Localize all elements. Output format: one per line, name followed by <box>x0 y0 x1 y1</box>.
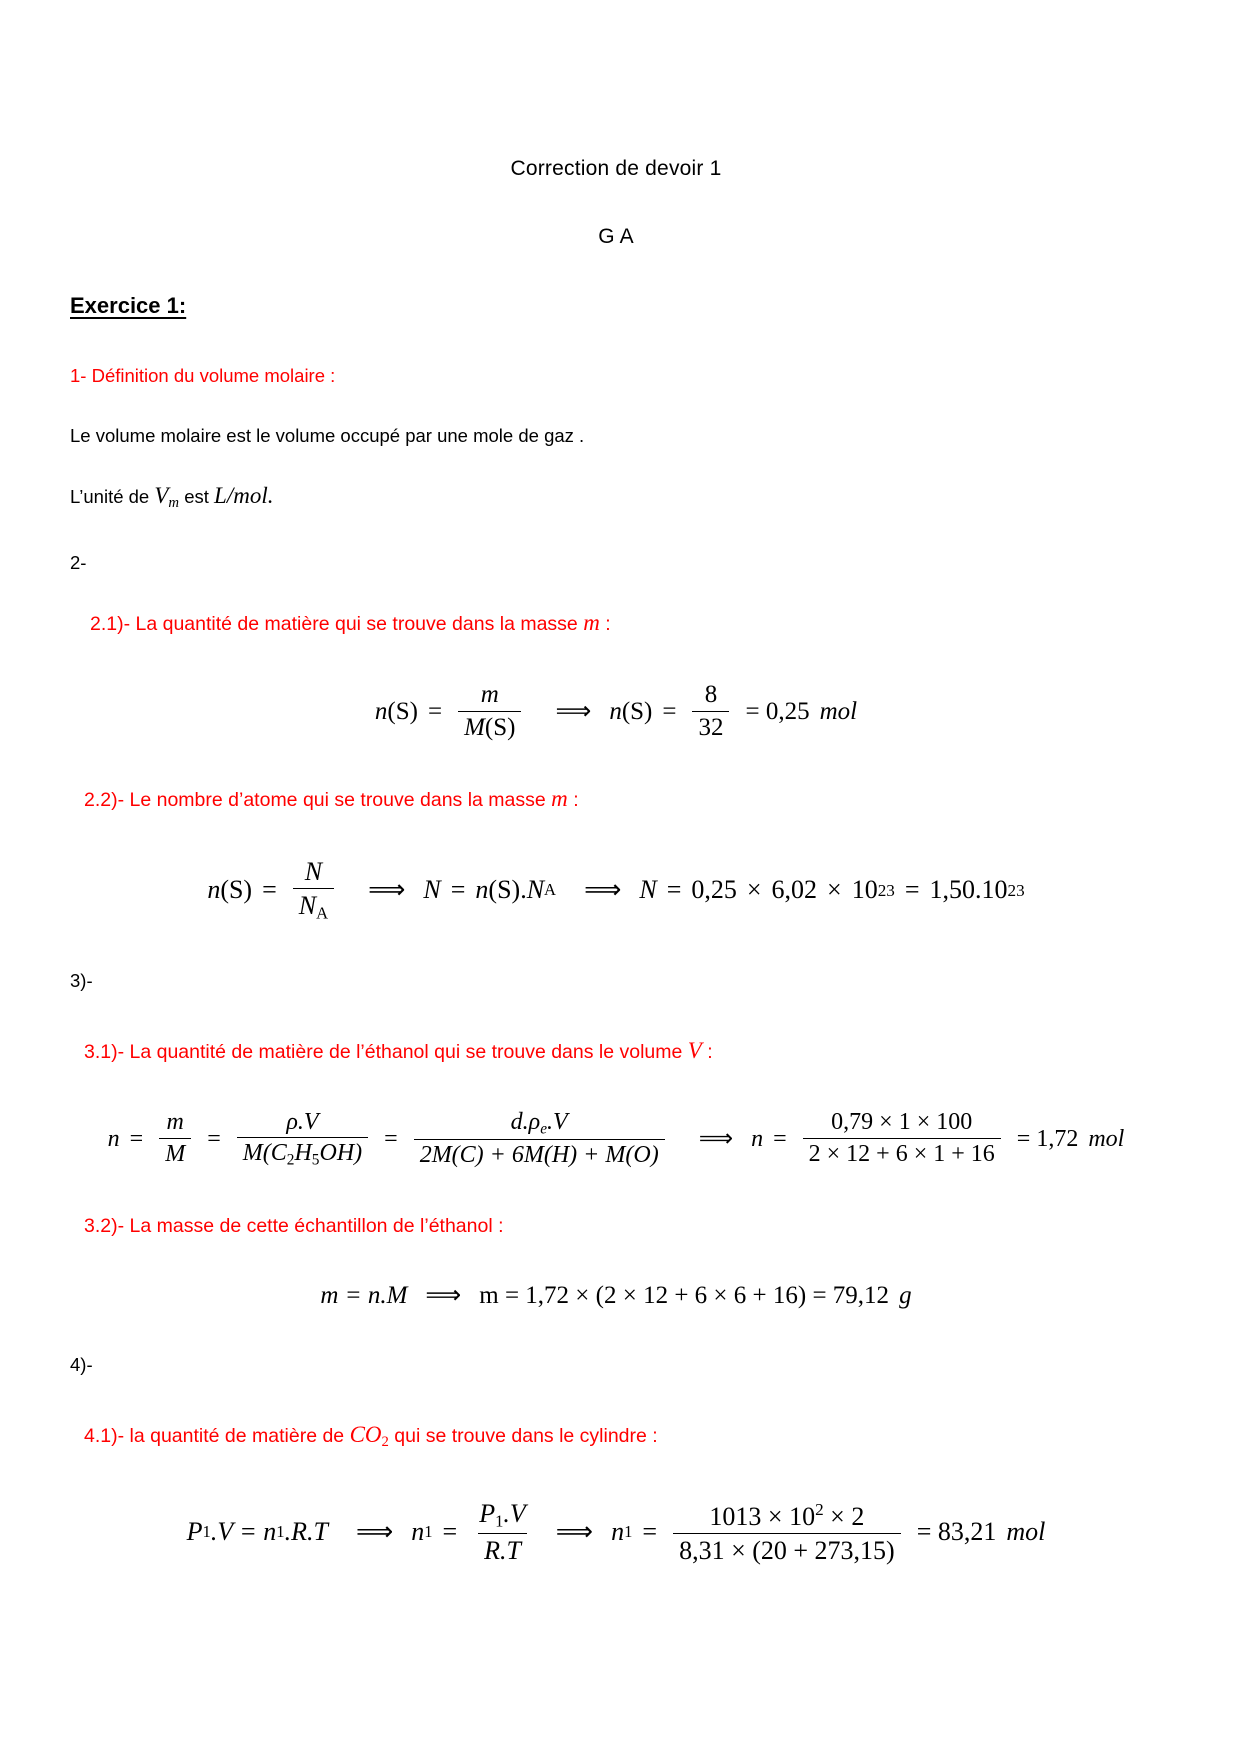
formula-2-2: n (S) = $\frac{N}{N_A}$ ⟹ N = n (S). N A ⟹ N = 0,25 × 6,02 × 10 23 = 1,50.10 23 <box>207 857 1025 923</box>
question-2-1-label <box>90 610 1162 637</box>
unit-prefix: L’unité de <box>70 486 155 507</box>
fraction-N-over-NA: $\frac{N}{N_A}$ <box>293 857 334 923</box>
question-2-marker: 2- <box>70 552 87 574</box>
fraction-PV-over-RT: $\frac{P_1.V}{R.T}$ <box>479 1498 526 1566</box>
q41-text-a: 4.1)- la quantité de matière de <box>84 1424 350 1447</box>
q21-colon: : <box>599 613 611 636</box>
q21-text: 2.1)- La quantité de matière qui se trouve dans la masse <box>90 613 584 636</box>
fraction-numeric-gas: $\frac{1013 \times 10^2 \times 2}{8,31 \times (20 + 273,15)}$ <box>673 1500 901 1565</box>
fraction-m-over-MS: $\frac{m}{M(S)}$ <box>458 681 521 742</box>
formula-3-2: m = n.M ⟹ m = 1,72 × (2 × 12 + 6 × 6 + 16) = 79,12 g <box>320 1281 912 1309</box>
q21-var: m <box>583 610 600 636</box>
fraction-m-over-M: $\frac{m}{M}$ <box>159 1109 191 1168</box>
exercice-heading: Exercice 1: <box>70 293 187 318</box>
q22-colon: : <box>567 789 579 812</box>
q31-colon: : <box>701 1040 713 1063</box>
formula-2-1: n (S) = $\frac{m}{M(S)}$ ⟹ n (S) = $\frac{8}{32}$ = 0,25 mol <box>374 681 858 742</box>
fraction-drhoV-over-molarmass: $\frac{d.\rho_e.V}{2M(C) + 6M(H) + M(O)}$ <box>414 1109 665 1169</box>
document-subtitle: G A <box>598 225 634 248</box>
q31-var: V <box>687 1037 702 1063</box>
fraction-rhoV-over-Methanol: $\frac{\rho.V}{M(C_2H_5OH)}$ <box>237 1109 368 1169</box>
formula-3-1: n = $\frac{m}{M}$ = $\frac{\rho.V}{M(C_2H_5OH)}$ = $\frac{d.\rho_e.V}{2M(C) + 6M(H) + M(O)}$ ⟹ n = $\frac{0,79 \times 1 \times 100}{2 \times 12 + 6 \times 1 + 16}$ = 1,72 mol <box>107 1108 1125 1169</box>
q31-text: 3.1)- La quantité de matière de l’éthanol qui se trouve dans le volume <box>84 1040 688 1063</box>
question-1-answer: Le volume molaire est le volume occupé par une mole de gaz . <box>70 425 585 446</box>
q22-var: m <box>551 786 568 812</box>
q22-text: 2.2)- Le nombre d’atome qui se trouve dans la masse <box>84 789 552 812</box>
unit-middle: est <box>179 486 215 507</box>
fraction-8-over-32: $\frac{8}{32}$ <box>692 681 729 742</box>
document-title: Correction de devoir 1 <box>510 157 722 180</box>
question-3-marker: 3)- <box>70 969 93 991</box>
q41-text-b: qui se trouve dans le cylindre : <box>388 1424 658 1447</box>
unit-symbol: $V_m$ <box>154 483 180 512</box>
question-4-1-label <box>84 1422 1162 1455</box>
fraction-numeric-ethanol: $\frac{0,79 \times 1 \times 100}{2 \times 12 + 6 \times 1 + 16}$ <box>803 1109 1001 1168</box>
question-1-prompt: 1- Définition du volume molaire : <box>70 365 336 386</box>
spacer <box>70 183 1162 223</box>
question-3-1-label <box>84 1038 1162 1065</box>
question-4-marker: 4)- <box>70 1353 93 1375</box>
q41-compound: $CO_2$ <box>349 1421 389 1450</box>
question-3-2-label: 3.2)- La masse de cette échantillon de l’éthanol : <box>84 1214 504 1237</box>
unit-value: L/mol. <box>214 483 274 508</box>
question-1-unit-line <box>70 483 1162 516</box>
question-2-2-label <box>84 786 1162 813</box>
formula-4-1: P 1 .V = n 1 .R.T ⟹ n 1 = $\frac{P_1.V}{R.T}$ ⟹ n 1 = $\frac{1013 \times 10^2 \times 2}{8,31 \times (20 + 273,15)}$ = 83,21 mol <box>186 1498 1046 1566</box>
